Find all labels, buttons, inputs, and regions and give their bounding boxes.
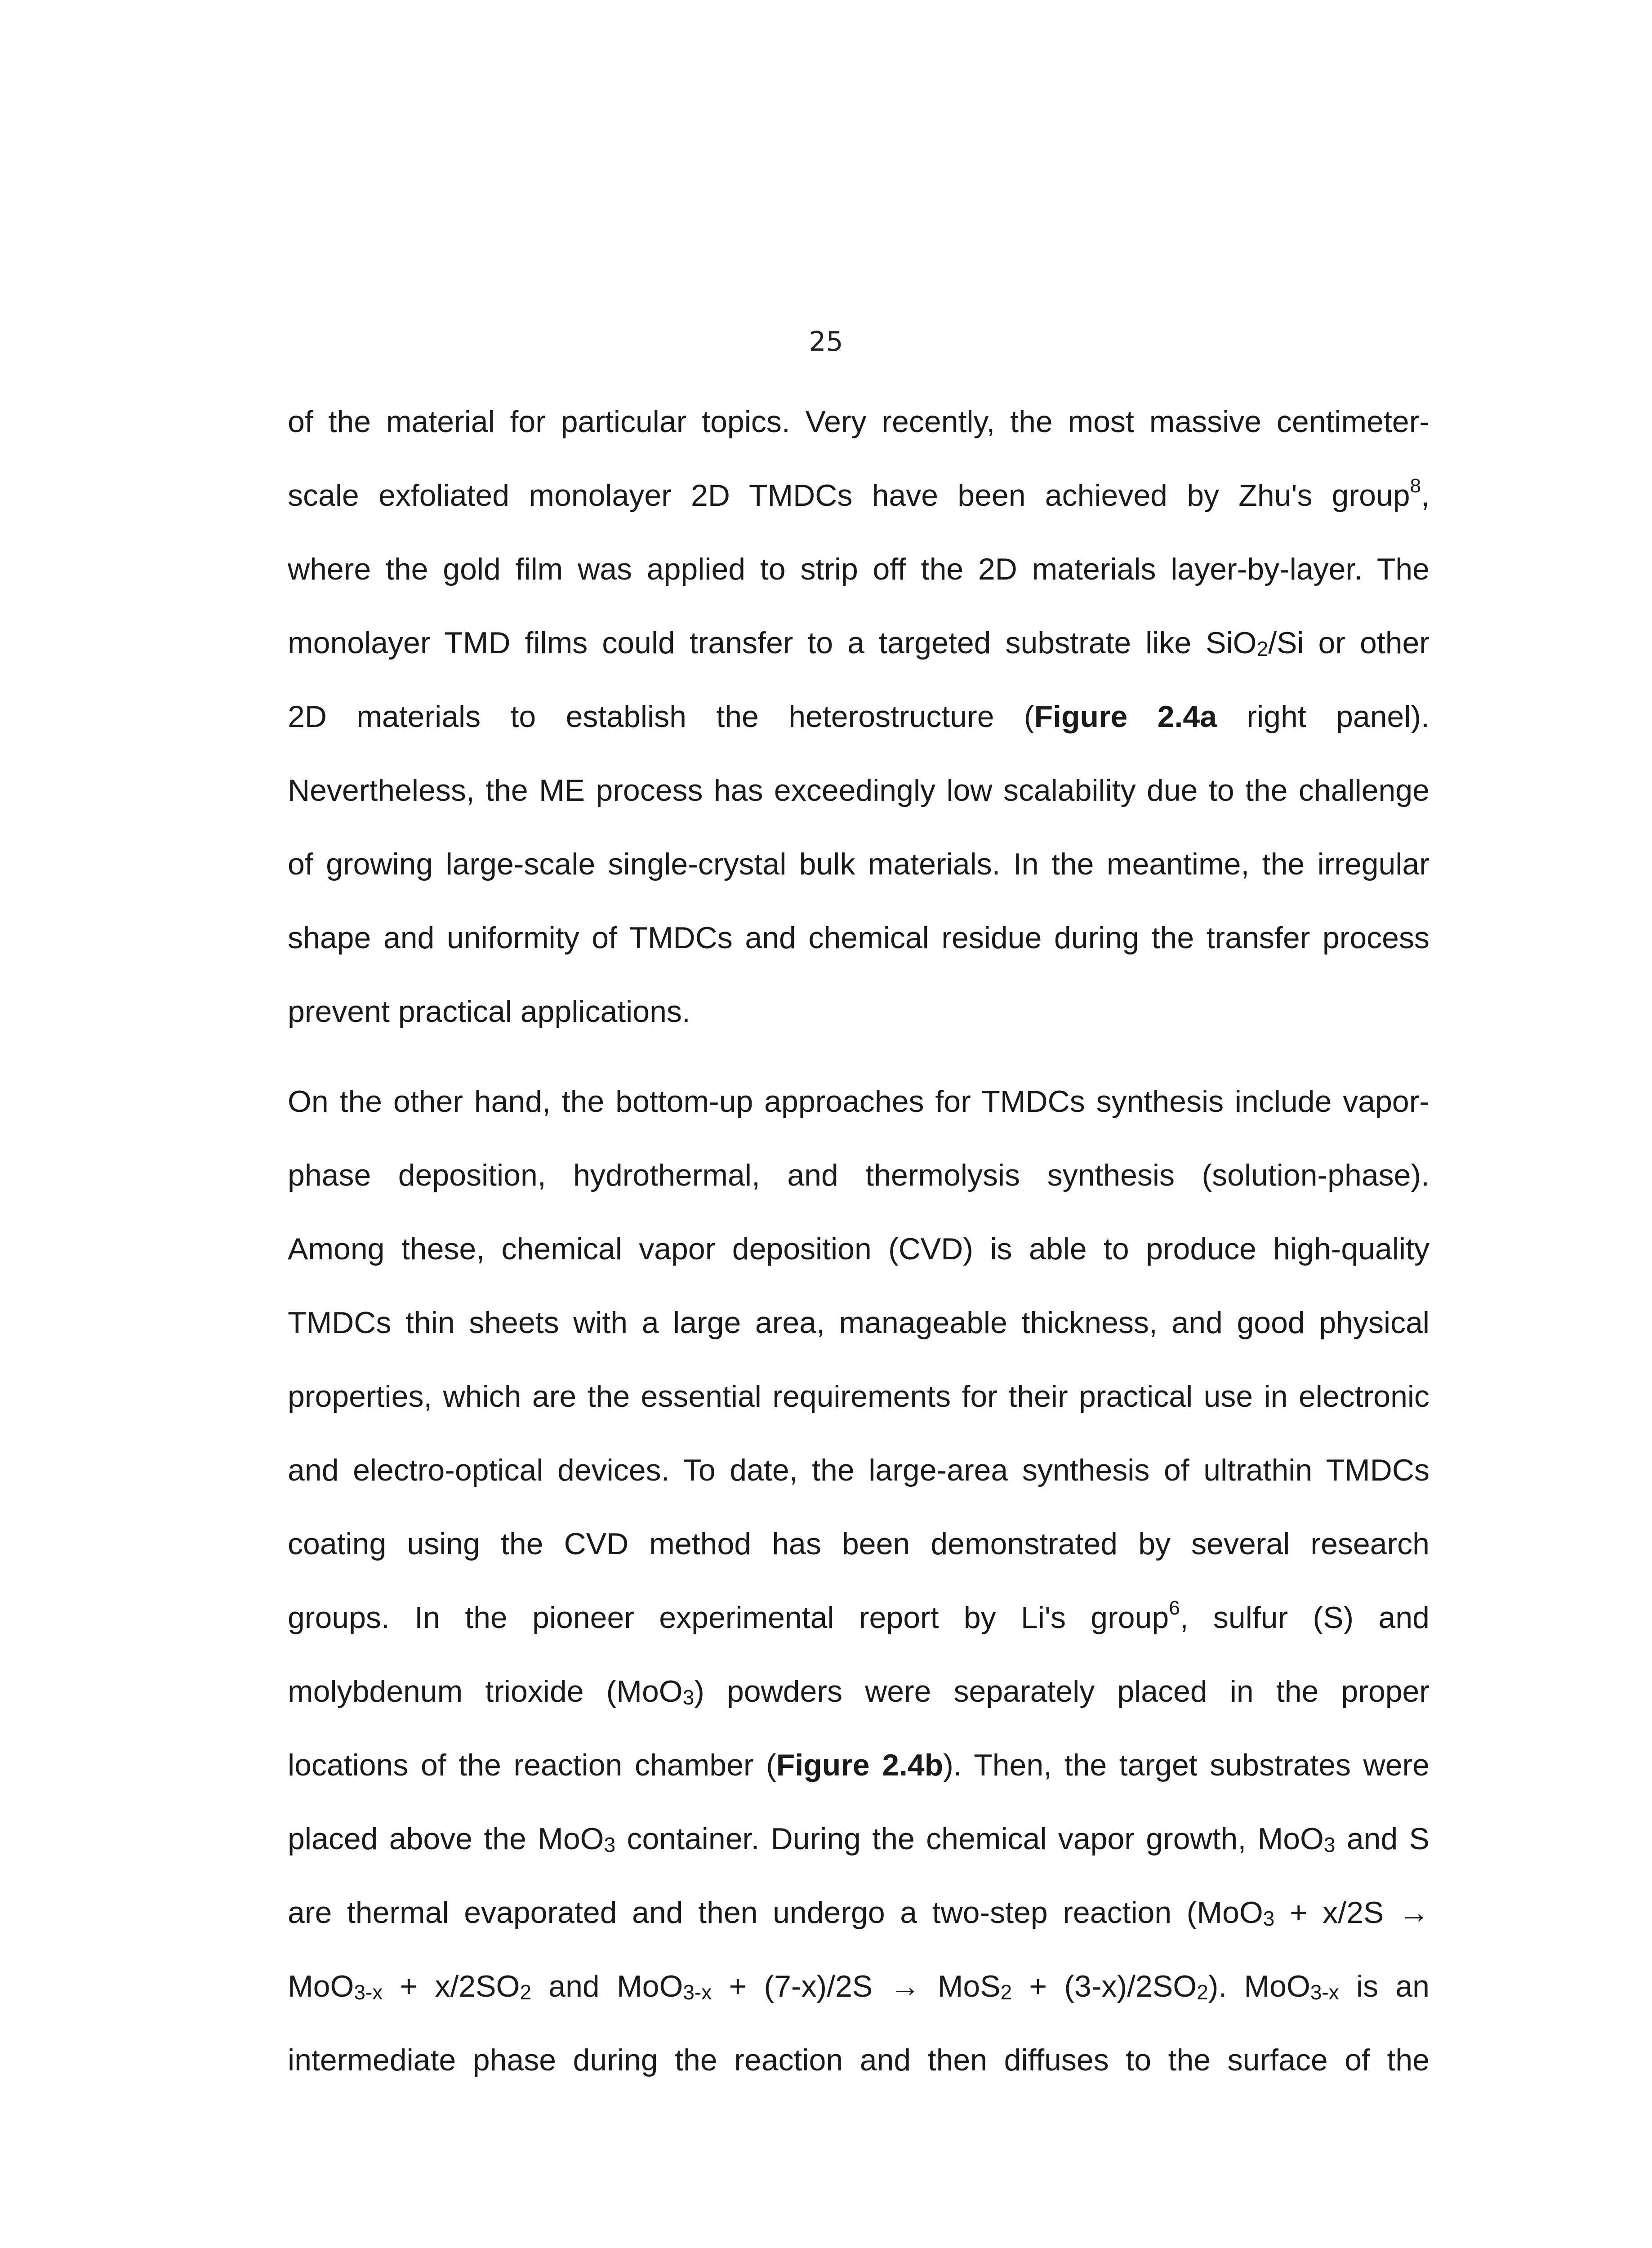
text-line: Among these, chemical vapor deposition (CVD) is able to produce high-quality xyxy=(288,1232,1429,1266)
text-line: shape and uniformity of TMDCs and chemical residue during the transfer process xyxy=(288,921,1429,955)
paragraph-cvd-synthesis xyxy=(288,1079,1429,2111)
reference-superscript: 6 xyxy=(1169,1597,1180,1619)
text-line: where the gold film was applied to strip off the 2D materials layer-by-layer. The xyxy=(288,552,1429,586)
text-run: ). Then, the target substrates were xyxy=(943,1748,1430,1782)
text-line xyxy=(288,1964,1429,2038)
text-line xyxy=(288,1816,1429,1890)
text-line: phase deposition, hydrothermal, and thermolysis synthesis (solution-phase). xyxy=(288,1158,1429,1192)
text-run: placed above the MoO xyxy=(288,1822,604,1856)
text-line xyxy=(288,694,1429,768)
text-run: molybdenum trioxide (MoO xyxy=(288,1674,683,1708)
text-run: are thermal evaporated and then undergo a two-step reaction (MoO xyxy=(288,1896,1263,1930)
text-run: /Si or other xyxy=(1268,626,1429,660)
figure-reference: Figure 2.4a xyxy=(1034,700,1217,734)
text-run: is an xyxy=(1339,1969,1429,2003)
chemical-subscript: 2 xyxy=(1000,1980,1012,2004)
text-line xyxy=(288,1890,1429,1964)
paragraph-mechanical-exfoliation xyxy=(288,399,1429,1063)
chemical-subscript: 3 xyxy=(682,1686,695,1709)
text-run: + (3-x)/2SO xyxy=(1012,1969,1197,2003)
text-line xyxy=(288,1595,1429,1669)
text-run: and S xyxy=(1335,1822,1429,1856)
text-line: On the other hand, the bottom-up approaches for TMDCs synthesis include vapor- xyxy=(288,1084,1429,1119)
text-run: container. During the chemical vapor growth, MoO xyxy=(615,1822,1324,1856)
chemical-subscript: 3-x xyxy=(354,1980,383,2004)
chemical-subscript: 3 xyxy=(1263,1907,1275,1930)
text-run: + (7-x)/2S → MoS xyxy=(712,1969,1001,2003)
text-line: intermediate phase during the reaction and then diffuses to the surface of the xyxy=(288,2043,1429,2077)
text-run: 2D materials to establish the heterostructure ( xyxy=(288,700,1034,734)
text-line: properties, which are the essential requirements for their practical use in electronic xyxy=(288,1379,1429,1414)
text-line: Nevertheless, the ME process has exceedingly low scalability due to the challenge xyxy=(288,773,1429,807)
text-line: prevent practical applications. xyxy=(288,995,690,1029)
text-line: and electro-optical devices. To date, the large-area synthesis of ultrathin TMDCs xyxy=(288,1453,1429,1487)
text-line: of the material for particular topics. Very recently, the most massive centimeter- xyxy=(288,405,1429,439)
chemical-subscript: 2 xyxy=(1197,1980,1208,2004)
text-run: locations of the reaction chamber ( xyxy=(288,1748,776,1782)
text-line: of growing large-scale single-crystal bulk materials. In the meantime, the irregular xyxy=(288,847,1429,881)
text-run: ). MoO xyxy=(1208,1969,1310,2003)
reference-superscript: 8 xyxy=(1410,475,1421,497)
text-run: MoO xyxy=(288,1969,354,2003)
chemical-subscript: 3-x xyxy=(1310,1980,1339,2004)
text-run: monolayer TMD films could transfer to a targeted substrate like SiO xyxy=(288,626,1257,660)
text-run: , xyxy=(1421,478,1429,513)
page-number: 25 xyxy=(809,326,843,357)
text-line: TMDCs thin sheets with a large area, manageable thickness, and good physical xyxy=(288,1306,1429,1340)
text-run: and MoO xyxy=(531,1969,683,2003)
text-run: right panel). xyxy=(1217,700,1429,734)
text-line xyxy=(288,1743,1429,1816)
text-run: , sulfur (S) and xyxy=(1180,1601,1430,1635)
text-line xyxy=(288,620,1429,694)
text-line: coating using the CVD method has been demonstrated by several research xyxy=(288,1527,1429,1561)
text-run: scale exfoliated monolayer 2D TMDCs have been achieved by Zhu's group xyxy=(288,478,1410,513)
chemical-subscript: 3 xyxy=(1323,1833,1336,1856)
figure-reference: Figure 2.4b xyxy=(776,1748,944,1782)
text-line xyxy=(288,473,1429,547)
text-run: + x/2S → xyxy=(1274,1896,1429,1930)
text-run: + x/2SO xyxy=(383,1969,520,2003)
text-line xyxy=(288,1669,1429,1743)
chemical-subscript: 3 xyxy=(604,1833,616,1856)
chemical-subscript: 3-x xyxy=(683,1980,712,2004)
text-run: groups. In the pioneer experimental report by Li's group xyxy=(288,1601,1169,1635)
text-run: ) powders were separately placed in the proper xyxy=(694,1674,1429,1708)
chemical-subscript: 2 xyxy=(1256,637,1269,660)
chemical-subscript: 2 xyxy=(520,1980,532,2004)
